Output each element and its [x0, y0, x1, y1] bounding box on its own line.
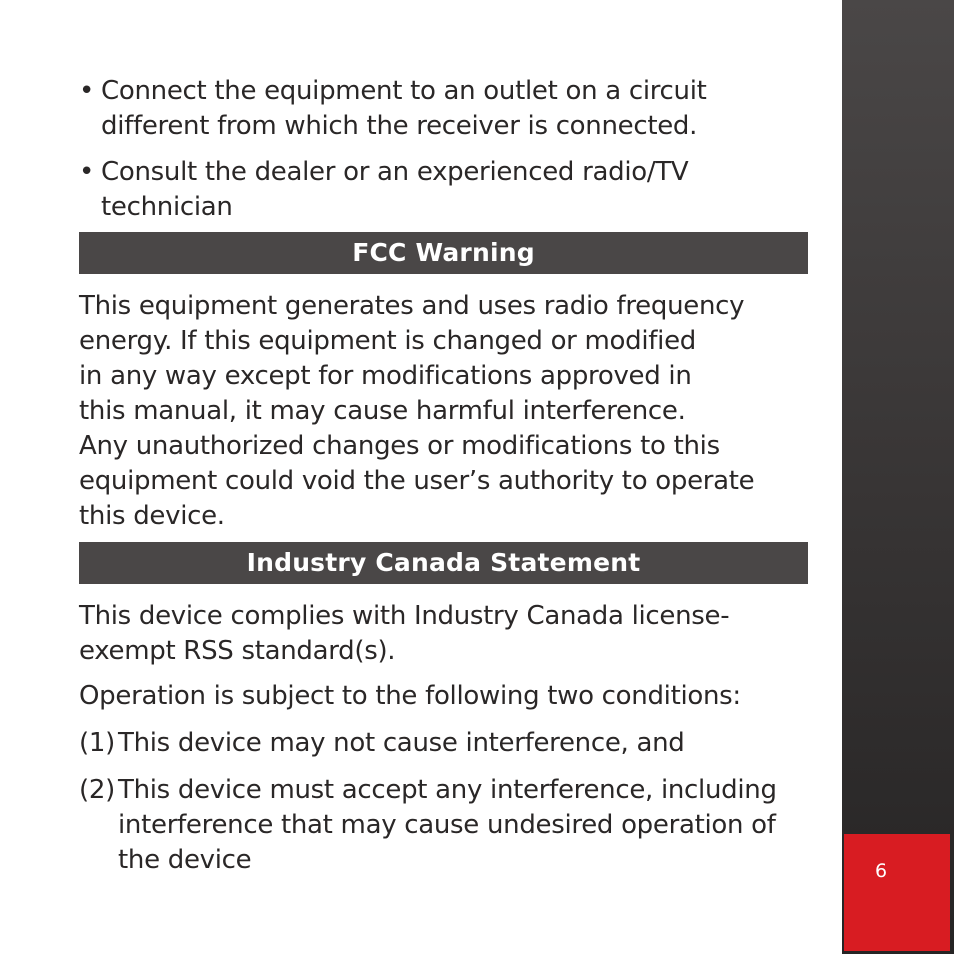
text-line: the device — [118, 845, 252, 875]
condition-number: (2) — [79, 775, 115, 805]
page-number-tab — [844, 834, 950, 951]
text-line: This device complies with Industry Canada license- — [79, 601, 730, 631]
text-line: Connect the equipment to an outlet on a circuit — [101, 76, 707, 106]
text-line: in any way except for modifications approved in — [79, 361, 692, 391]
condition-text — [118, 773, 777, 878]
bullet-text — [101, 155, 688, 225]
bullet-marker: • — [79, 157, 95, 187]
text-line: This equipment generates and uses radio frequency — [79, 291, 745, 321]
text-line: Consult the dealer or an experienced radio/TV — [101, 157, 689, 187]
text-line: interference that may cause undesired operation of — [118, 810, 776, 840]
bullet-text — [101, 74, 707, 144]
condition-number: (1) — [79, 728, 115, 758]
text-line: technician — [101, 192, 233, 222]
text-line: this manual, it may cause harmful interference. — [79, 396, 686, 426]
industry-canada-heading: Industry Canada Statement — [79, 542, 808, 584]
fcc-warning-paragraph — [79, 289, 754, 534]
fcc-warning-heading: FCC Warning — [79, 232, 808, 274]
condition-text — [118, 726, 685, 761]
text-line: Any unauthorized changes or modifications to this — [79, 431, 720, 461]
side-margin-bar — [842, 0, 954, 954]
bullet-marker: • — [79, 76, 95, 106]
text-line: different from which the receiver is connected. — [101, 111, 698, 141]
conditions-intro: Operation is subject to the following two conditions: — [79, 681, 741, 711]
text-line: This device must accept any interference, including — [118, 775, 777, 805]
text-line: exempt RSS standard(s). — [79, 636, 396, 666]
industry-canada-compliance — [79, 599, 729, 669]
text-line: equipment could void the user’s authority to operate — [79, 466, 755, 496]
text-line: this device. — [79, 501, 225, 531]
page-number: 6 — [875, 860, 888, 882]
text-line: energy. If this equipment is changed or modified — [79, 326, 696, 356]
text-line: This device may not cause interference, and — [118, 728, 685, 758]
